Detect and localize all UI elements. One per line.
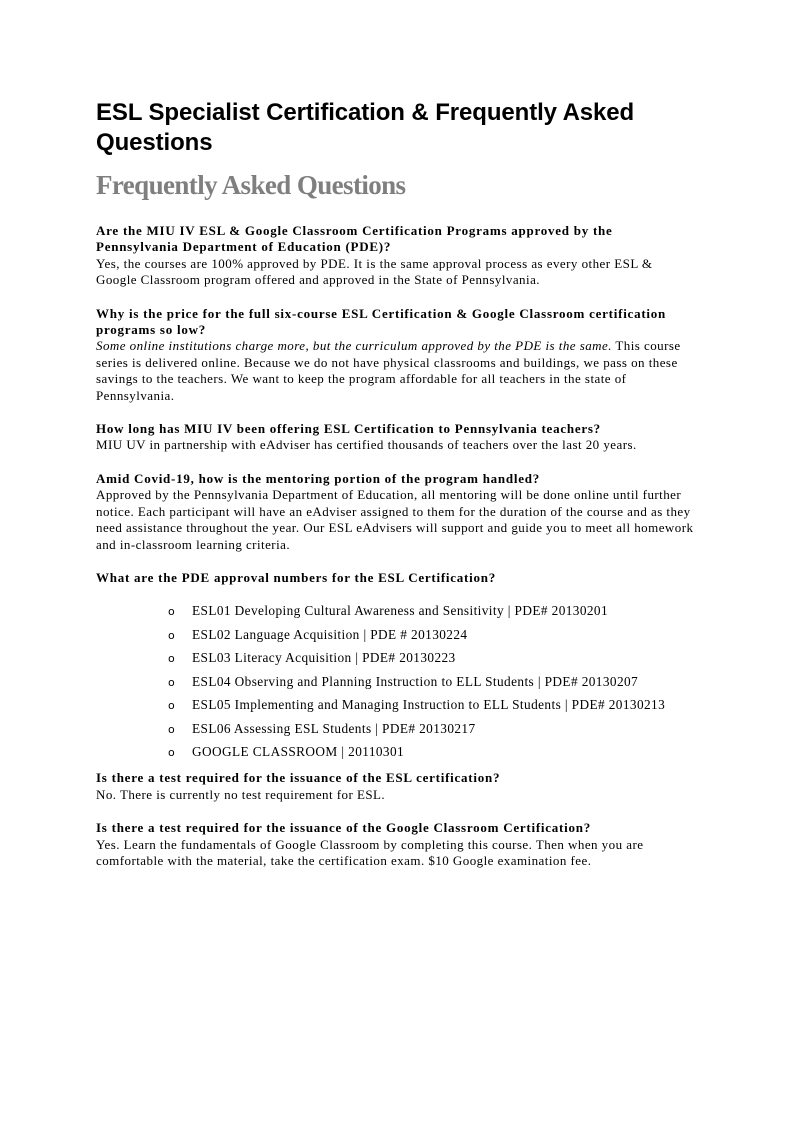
- circle-bullet-icon: o: [168, 605, 176, 619]
- circle-bullet-icon: o: [168, 722, 176, 736]
- faq-item-esl-test: [96, 770, 696, 803]
- faq-question: Why is the price for the full six-course ESL Certification & Google Classroom certification programs so low?: [96, 305, 667, 338]
- faq-question: How long has MIU IV been offering ESL Certification to Pennsylvania teachers?: [96, 421, 601, 437]
- faq-answer: MIU UV in partnership with eAdviser has certified thousands of teachers over the last 20 years.: [96, 437, 637, 453]
- circle-bullet-icon: o: [168, 652, 176, 666]
- list-item: [168, 627, 696, 643]
- list-item: [168, 674, 696, 690]
- course-label: GOOGLE CLASSROOM | 20110301: [192, 744, 405, 760]
- circle-bullet-icon: o: [168, 699, 176, 713]
- faq-answer: Approved by the Pennsylvania Department of Education, all mentoring will be done online until further notice. Each participant will have an eAdviser assigned to them for the duration of the course and as they need assistance throughout the year. Our ESL eAdvisers will support and guide you to meet all homework and in-classroom learning criteria.: [96, 487, 694, 552]
- course-label: ESL03 Literacy Acquisition | PDE# 20130223: [192, 650, 456, 666]
- course-label: ESL02 Language Acquisition | PDE # 20130224: [192, 626, 468, 642]
- faq-answer-text: This course series is delivered online. Because we do not have physical classrooms and buildings, we pass on these savings to the teachers. We want to keep the program affordable for all teachers in the state of Pennsylvania.: [96, 338, 681, 403]
- list-item: [168, 744, 696, 760]
- faq-answer: [96, 338, 696, 404]
- faq-item-approval-numbers: [96, 570, 696, 586]
- faq-question: Is there a test required for the issuance of the ESL certification?: [96, 770, 501, 786]
- list-item: [168, 603, 696, 619]
- course-label: ESL05 Implementing and Managing Instruction to ELL Students | PDE# 20130213: [192, 697, 666, 713]
- course-list: [96, 603, 696, 760]
- course-label: ESL04 Observing and Planning Instruction to ELL Students | PDE# 20130207: [192, 673, 639, 689]
- list-item: [168, 721, 696, 737]
- faq-question: Amid Covid-19, how is the mentoring portion of the program handled?: [96, 470, 541, 486]
- circle-bullet-icon: o: [168, 746, 176, 760]
- list-item: [168, 650, 696, 666]
- faq-item-pde-approval: [96, 223, 696, 289]
- document-title: ESL Specialist Certification & Frequently Asked Questions: [96, 99, 635, 156]
- faq-answer: No. There is currently no test requirement for ESL.: [96, 786, 386, 802]
- document-page: [96, 98, 696, 869]
- faq-question: What are the PDE approval numbers for the ESL Certification?: [96, 569, 496, 585]
- circle-bullet-icon: o: [168, 628, 176, 642]
- faq-answer-italic: Some online institutions charge more, but the curriculum approved by the PDE is the same.: [96, 338, 612, 354]
- faq-question: Is there a test required for the issuance of the Google Classroom Certification?: [96, 820, 591, 836]
- course-label: ESL06 Assessing ESL Students | PDE# 20130217: [192, 720, 476, 736]
- faq-item-google-test: [96, 820, 696, 869]
- faq-answer: Yes, the courses are 100% approved by PDE. It is the same approval process as every other ESL & Google Classroom program offered and approved in the State of Pennsylvania.: [96, 255, 653, 288]
- faq-item-mentoring: [96, 471, 696, 553]
- faq-heading: Frequently Asked Questions: [96, 170, 406, 200]
- faq-question: Are the MIU IV ESL & Google Classroom Certification Programs approved by the Pennsylvania Department of Education (PDE)?: [96, 223, 613, 255]
- course-label: ESL01 Developing Cultural Awareness and Sensitivity | PDE# 20130201: [192, 603, 609, 619]
- faq-answer: Yes. Learn the fundamentals of Google Classroom by completing this course. Then when you are comfortable with the material, take the certification exam. $10 Google examination fee.: [96, 836, 644, 868]
- list-item: [168, 697, 696, 713]
- faq-item-price: [96, 306, 696, 404]
- faq-item-history: [96, 421, 696, 454]
- circle-bullet-icon: o: [168, 675, 176, 689]
